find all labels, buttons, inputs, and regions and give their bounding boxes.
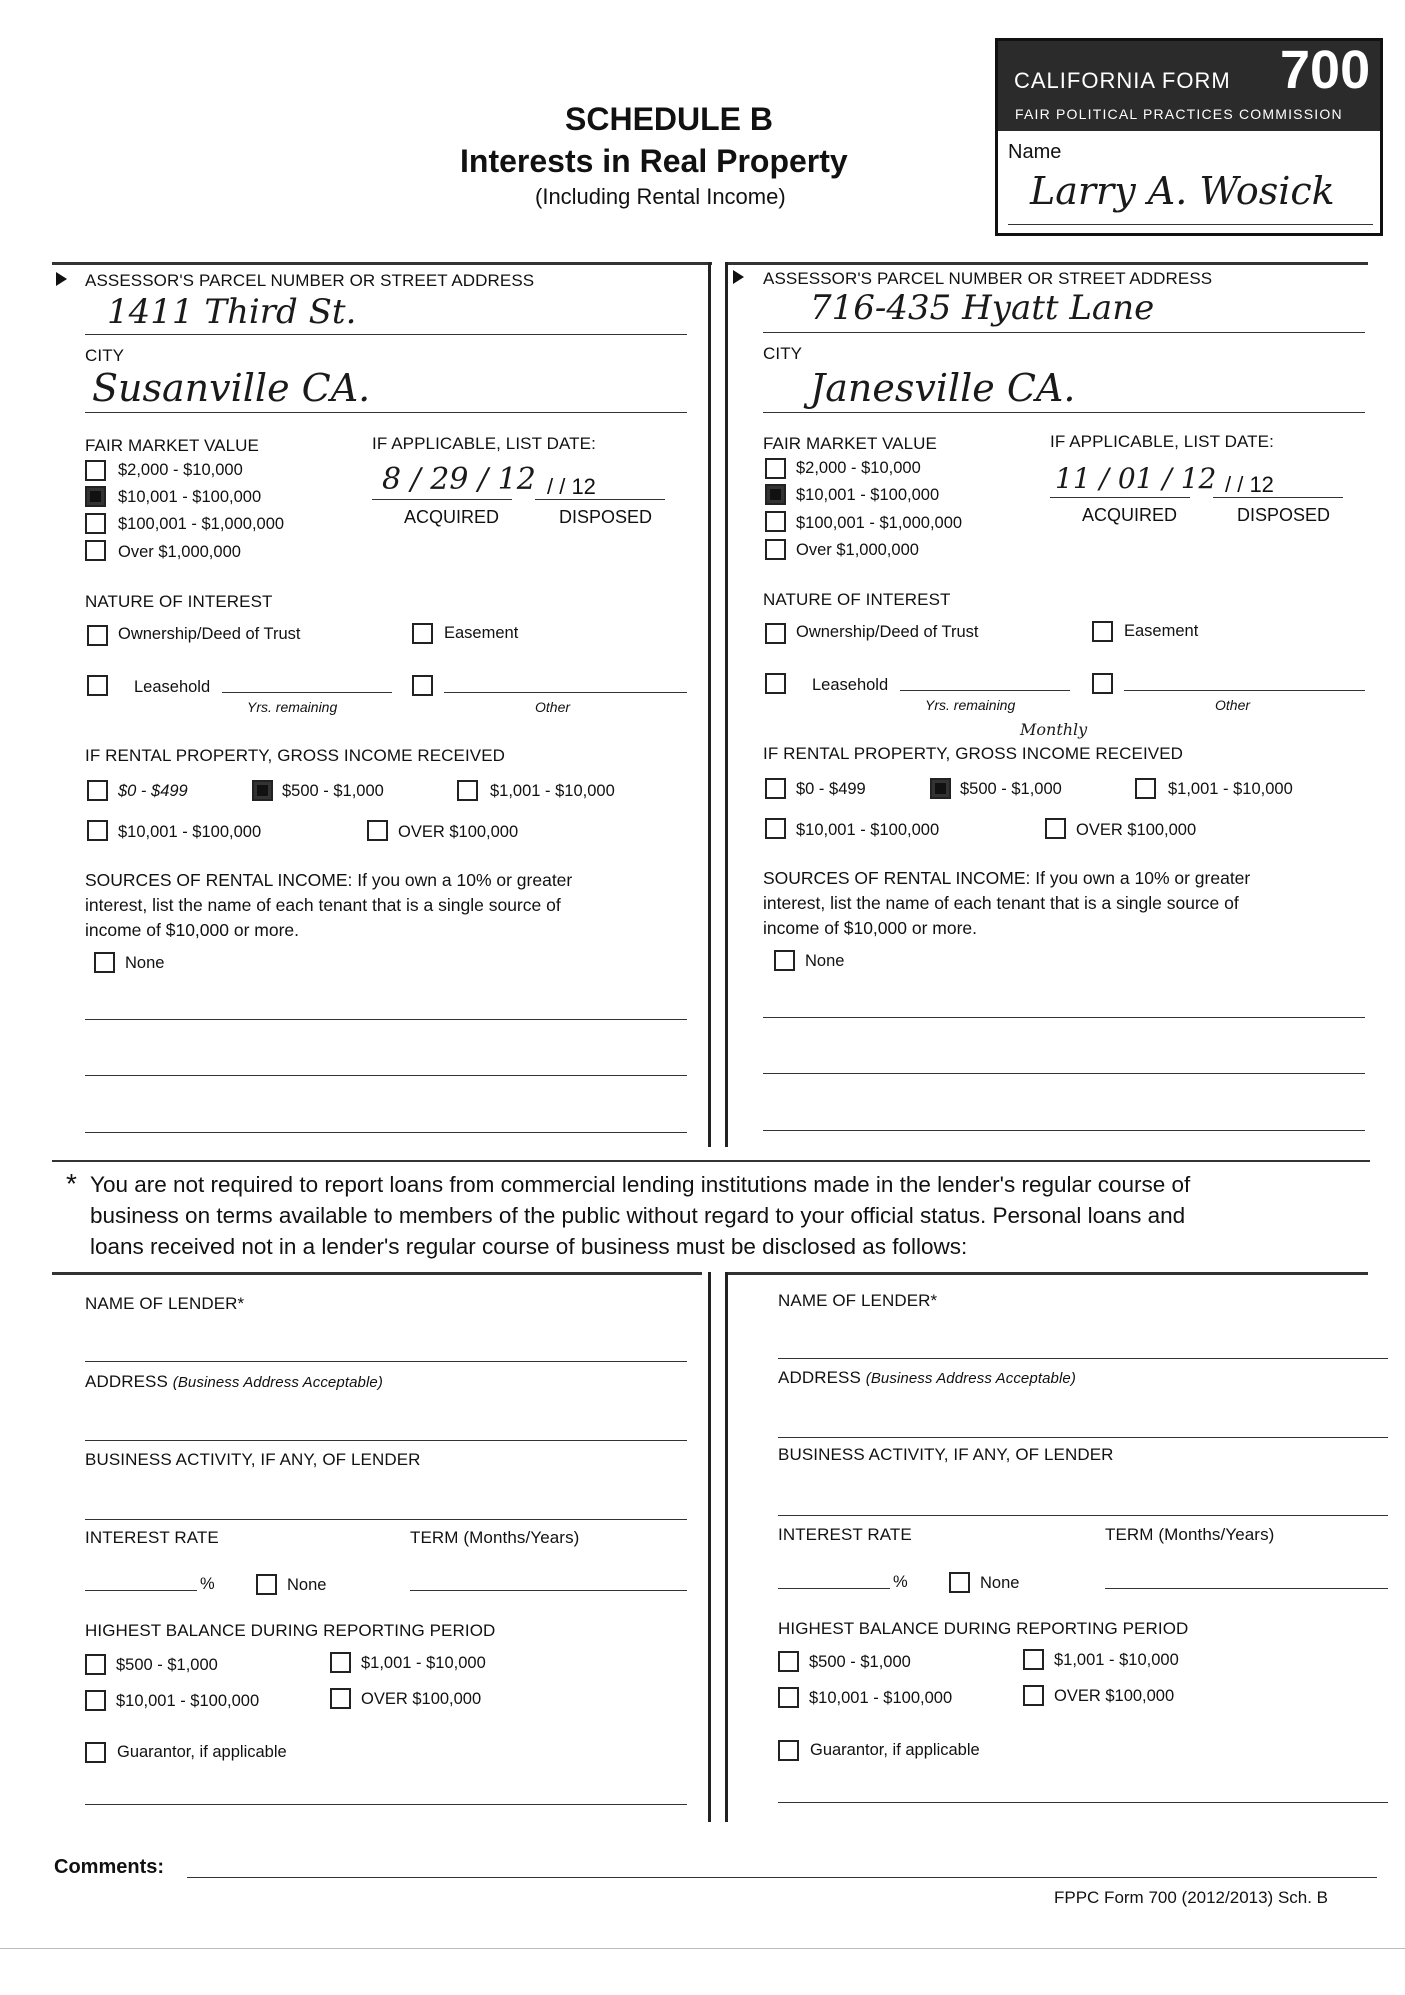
- address-label-note: (Business Address Acceptable): [172, 1374, 383, 1391]
- lender-label: NAME OF LENDER*: [778, 1291, 938, 1310]
- rate-none-label: None: [980, 1574, 1020, 1592]
- parcel-label: ASSESSOR'S PARCEL NUMBER OR STREET ADDRESS: [85, 271, 535, 290]
- balance-checkbox-1[interactable]: [778, 1651, 799, 1672]
- notice-asterisk: *: [66, 1168, 77, 1199]
- income-checkbox-5[interactable]: [1045, 818, 1066, 839]
- rental-income-label: IF RENTAL PROPERTY, GROSS INCOME RECEIVED: [763, 744, 1184, 763]
- term-label: TERM (Months/Years): [1105, 1525, 1275, 1544]
- comments-line[interactable]: [187, 1877, 1377, 1878]
- activity-line: [85, 1519, 687, 1520]
- disposed-line: [535, 499, 665, 500]
- acquired-label: ACQUIRED: [404, 507, 500, 527]
- balance-checkbox-3[interactable]: [778, 1687, 799, 1708]
- fmv-checkbox-3[interactable]: [765, 511, 786, 532]
- income-checkbox-3[interactable]: [1135, 778, 1156, 799]
- balance-checkbox-4[interactable]: [330, 1688, 351, 1709]
- column-divider-b: [725, 262, 728, 1147]
- list-date-label: IF APPLICABLE, LIST DATE:: [1050, 432, 1274, 451]
- parcel-line: [763, 332, 1365, 333]
- sources-label-rest: If you own a 10% or greater: [1035, 868, 1251, 888]
- name-label: Name: [1008, 141, 1062, 163]
- ownership-checkbox[interactable]: [765, 623, 786, 644]
- percent-sign: %: [893, 1573, 908, 1591]
- sources-line-2: interest, list the name of each tenant that is a single source of: [763, 893, 1239, 913]
- acquired-label: ACQUIRED: [1082, 505, 1178, 525]
- sources-label-title: SOURCES OF RENTAL INCOME:: [763, 868, 1031, 888]
- ownership-checkbox[interactable]: [87, 625, 108, 646]
- balance-label: HIGHEST BALANCE DURING REPORTING PERIOD: [778, 1619, 1189, 1638]
- sources-label-bold: [85, 870, 572, 891]
- sources-none-label: None: [805, 952, 845, 970]
- loan-right: [745, 1272, 1385, 1822]
- other-line: [444, 692, 687, 693]
- activity-label: BUSINESS ACTIVITY, IF ANY, OF LENDER: [85, 1450, 421, 1469]
- loan-left: [52, 1272, 702, 1822]
- income-option-1: $0 - $499: [118, 782, 188, 800]
- schedule-title: SCHEDULE B: [565, 101, 774, 137]
- leasehold-label: Leasehold: [134, 678, 211, 696]
- lender-line: [778, 1358, 1388, 1359]
- other-label: Other: [1215, 697, 1251, 713]
- form-badge-header: [998, 41, 1380, 131]
- sources-none-checkbox[interactable]: [774, 950, 795, 971]
- notice-line-3: loans received not in a lender's regular course of business must be disclosed as follows:: [90, 1234, 968, 1259]
- other-label: Other: [535, 699, 571, 715]
- tenant-line-3: [763, 1130, 1365, 1131]
- income-option-3: $1,001 - $10,000: [1168, 780, 1293, 798]
- sources-line-3: income of $10,000 or more.: [763, 918, 978, 938]
- leasehold-line: [222, 692, 392, 693]
- balance-option-3: $10,001 - $100,000: [116, 1692, 260, 1710]
- lender-line: [85, 1361, 687, 1362]
- loan-divider-a: [708, 1272, 711, 1822]
- guarantor-label: Guarantor, if applicable: [117, 1743, 287, 1761]
- balance-option-2: $1,001 - $10,000: [361, 1654, 486, 1672]
- income-option-1: $0 - $499: [796, 780, 866, 798]
- rate-none-label: None: [287, 1576, 327, 1594]
- fmv-checkbox-2[interactable]: [85, 486, 106, 507]
- term-label: TERM (Months/Years): [410, 1528, 580, 1547]
- balance-option-1: $500 - $1,000: [809, 1653, 911, 1671]
- form-title: Interests in Real Property: [460, 143, 848, 179]
- balance-checkbox-1[interactable]: [85, 1654, 106, 1675]
- column-divider-a: [708, 262, 711, 1147]
- income-checkbox-5[interactable]: [367, 820, 388, 841]
- fmv-option-3: $100,001 - $1,000,000: [118, 515, 285, 533]
- income-checkbox-1[interactable]: [765, 778, 786, 799]
- tenant-line-3: [85, 1132, 687, 1133]
- fmv-option-2: $10,001 - $100,000: [118, 488, 262, 506]
- city-label: CITY: [763, 344, 803, 363]
- rate-label: INTEREST RATE: [85, 1528, 219, 1547]
- lender-label: NAME OF LENDER*: [85, 1294, 245, 1313]
- city-line: [763, 412, 1365, 413]
- parcel-address[interactable]: 1411 Third St.: [107, 292, 357, 332]
- balance-checkbox-2[interactable]: [1023, 1649, 1044, 1670]
- sources-label-bold: [763, 868, 1250, 889]
- income-checkbox-4[interactable]: [87, 820, 108, 841]
- fmv-option-4: Over $1,000,000: [796, 541, 919, 559]
- guarantor-checkbox[interactable]: [778, 1740, 799, 1761]
- notice-top-rule: [52, 1160, 1370, 1162]
- fmv-option-1: $2,000 - $10,000: [796, 459, 921, 477]
- fmv-option-2: $10,001 - $100,000: [796, 486, 940, 504]
- loan-bottom-line: [778, 1802, 1388, 1803]
- city-label: CITY: [85, 346, 125, 365]
- form-subtitle: (Including Rental Income): [535, 184, 786, 209]
- city-value[interactable]: Susanville CA.: [92, 366, 371, 410]
- rate-none-checkbox[interactable]: [949, 1572, 970, 1593]
- income-option-2: $500 - $1,000: [960, 780, 1062, 798]
- sources-label-title: SOURCES OF RENTAL INCOME:: [85, 870, 353, 890]
- fmv-option-4: Over $1,000,000: [118, 543, 241, 561]
- sources-label-rest: If you own a 10% or greater: [357, 870, 573, 890]
- yrs-remaining-label: Yrs. remaining: [925, 697, 1016, 713]
- comments-label: Comments:: [54, 1856, 165, 1878]
- other-checkbox[interactable]: [1092, 673, 1113, 694]
- rate-label: INTEREST RATE: [778, 1525, 912, 1544]
- sources-none-label: None: [125, 954, 165, 972]
- address-label-main: ADDRESS: [778, 1368, 861, 1387]
- sources-line-3: income of $10,000 or more.: [85, 920, 300, 940]
- city-value[interactable]: Janesville CA.: [810, 366, 1076, 410]
- income-option-2: $500 - $1,000: [282, 782, 384, 800]
- notice-line-2: business on terms available to members of the public without regard to your official status. Personal loans and: [90, 1203, 1186, 1228]
- acquired-date[interactable]: 11 / 01 / 12: [1055, 462, 1217, 495]
- activity-line: [778, 1515, 1388, 1516]
- address-label-note: (Business Address Acceptable): [865, 1370, 1076, 1387]
- tenant-line-2: [85, 1075, 687, 1076]
- leasehold-checkbox[interactable]: [87, 675, 108, 696]
- parcel-address[interactable]: 716-435 Hyatt Lane: [810, 288, 1155, 328]
- income-checkbox-3[interactable]: [457, 780, 478, 801]
- nature-label: NATURE OF INTEREST: [763, 590, 951, 609]
- income-option-3: $1,001 - $10,000: [490, 782, 615, 800]
- property-right: [730, 262, 1370, 1142]
- form-badge-commission: FAIR POLITICAL PRACTICES COMMISSION: [1015, 106, 1343, 122]
- rate-none-checkbox[interactable]: [256, 1574, 277, 1595]
- monthly-note: Monthly: [1020, 720, 1088, 739]
- tenant-line-1: [85, 1019, 687, 1020]
- sources-line-2: interest, list the name of each tenant that is a single source of: [85, 895, 561, 915]
- balance-label: HIGHEST BALANCE DURING REPORTING PERIOD: [85, 1621, 496, 1640]
- form-badge: [995, 38, 1383, 236]
- balance-option-1: $500 - $1,000: [116, 1656, 218, 1674]
- fmv-label: FAIR MARKET VALUE: [85, 436, 259, 455]
- other-checkbox[interactable]: [412, 675, 433, 696]
- sources-none-checkbox[interactable]: [94, 952, 115, 973]
- disposed-date[interactable]: / / 12: [1225, 472, 1274, 497]
- activity-label: BUSINESS ACTIVITY, IF ANY, OF LENDER: [778, 1445, 1114, 1464]
- ownership-label: Ownership/Deed of Trust: [118, 625, 301, 643]
- parcel-line: [85, 334, 687, 335]
- list-date-label: IF APPLICABLE, LIST DATE:: [372, 434, 596, 453]
- balance-option-4: OVER $100,000: [1054, 1687, 1175, 1705]
- disposed-line: [1213, 497, 1343, 498]
- leasehold-label: Leasehold: [812, 676, 889, 694]
- fmv-checkbox-4[interactable]: [765, 539, 786, 560]
- rate-line: [778, 1588, 890, 1589]
- balance-option-4: OVER $100,000: [361, 1690, 482, 1708]
- nature-label: NATURE OF INTEREST: [85, 592, 273, 611]
- city-line: [85, 412, 687, 413]
- guarantor-checkbox[interactable]: [85, 1742, 106, 1763]
- form-badge-number: 700: [1280, 40, 1371, 100]
- income-checkbox-2[interactable]: [930, 778, 951, 799]
- tenant-line-1: [763, 1017, 1365, 1018]
- tenant-line-2: [763, 1073, 1365, 1074]
- balance-checkbox-2[interactable]: [330, 1652, 351, 1673]
- easement-checkbox[interactable]: [412, 623, 433, 644]
- easement-checkbox[interactable]: [1092, 621, 1113, 642]
- fmv-label: FAIR MARKET VALUE: [763, 434, 937, 453]
- percent-sign: %: [200, 1575, 215, 1593]
- easement-label: Easement: [1124, 622, 1199, 640]
- address-label: [85, 1372, 383, 1392]
- form-id: FPPC Form 700 (2012/2013) Sch. B: [1054, 1888, 1329, 1907]
- rate-line: [85, 1590, 197, 1591]
- yrs-remaining-label: Yrs. remaining: [247, 699, 338, 715]
- leasehold-line: [900, 690, 1070, 691]
- leasehold-checkbox[interactable]: [765, 673, 786, 694]
- income-option-5: OVER $100,000: [1076, 821, 1197, 839]
- guarantor-label: Guarantor, if applicable: [810, 1741, 980, 1759]
- property-left: [52, 262, 702, 1142]
- rental-income-label: IF RENTAL PROPERTY, GROSS INCOME RECEIVED: [85, 746, 506, 765]
- balance-checkbox-4[interactable]: [1023, 1685, 1044, 1706]
- address-line: [778, 1437, 1388, 1438]
- loan-divider-b: [725, 1272, 728, 1822]
- term-line: [410, 1590, 687, 1591]
- name-line: [1008, 224, 1373, 225]
- acquired-line: [1050, 497, 1190, 498]
- income-checkbox-4[interactable]: [765, 818, 786, 839]
- page-bottom-edge: [0, 1948, 1405, 1949]
- form-badge-title: CALIFORNIA FORM: [1014, 68, 1231, 93]
- address-label: [778, 1368, 1076, 1388]
- acquired-line: [372, 499, 512, 500]
- balance-checkbox-3[interactable]: [85, 1690, 106, 1711]
- income-option-4: $10,001 - $100,000: [118, 823, 262, 841]
- address-line: [85, 1440, 687, 1441]
- income-checkbox-1[interactable]: [87, 780, 108, 801]
- term-line: [1105, 1588, 1388, 1589]
- easement-label: Easement: [444, 624, 519, 642]
- acquired-date[interactable]: 8 / 29 / 12: [382, 462, 536, 497]
- arrow-icon: [56, 272, 67, 286]
- disposed-date[interactable]: / / 12: [547, 474, 596, 499]
- name-value[interactable]: Larry A. Wosick: [1030, 169, 1335, 213]
- income-option-4: $10,001 - $100,000: [796, 821, 940, 839]
- other-line: [1124, 690, 1365, 691]
- notice-line-1: You are not required to report loans from commercial lending institutions made in the lender's regular course of: [90, 1172, 1191, 1197]
- fmv-option-3: $100,001 - $1,000,000: [796, 514, 963, 532]
- balance-option-3: $10,001 - $100,000: [809, 1689, 953, 1707]
- disposed-label: DISPOSED: [1237, 505, 1331, 525]
- disposed-label: DISPOSED: [559, 507, 653, 527]
- fmv-checkbox-1[interactable]: [765, 458, 786, 479]
- fmv-checkbox-2[interactable]: [765, 484, 786, 505]
- fmv-option-1: $2,000 - $10,000: [118, 461, 243, 479]
- loan-bottom-line: [85, 1804, 687, 1805]
- income-checkbox-2[interactable]: [252, 780, 273, 801]
- fmv-checkbox-1[interactable]: [85, 460, 106, 481]
- parcel-label: ASSESSOR'S PARCEL NUMBER OR STREET ADDRESS: [763, 269, 1213, 288]
- ownership-label: Ownership/Deed of Trust: [796, 623, 979, 641]
- arrow-icon: [733, 270, 744, 284]
- balance-option-2: $1,001 - $10,000: [1054, 1651, 1179, 1669]
- income-option-5: OVER $100,000: [398, 823, 519, 841]
- fmv-checkbox-4[interactable]: [85, 540, 106, 561]
- address-label-main: ADDRESS: [85, 1372, 168, 1391]
- fmv-checkbox-3[interactable]: [85, 513, 106, 534]
